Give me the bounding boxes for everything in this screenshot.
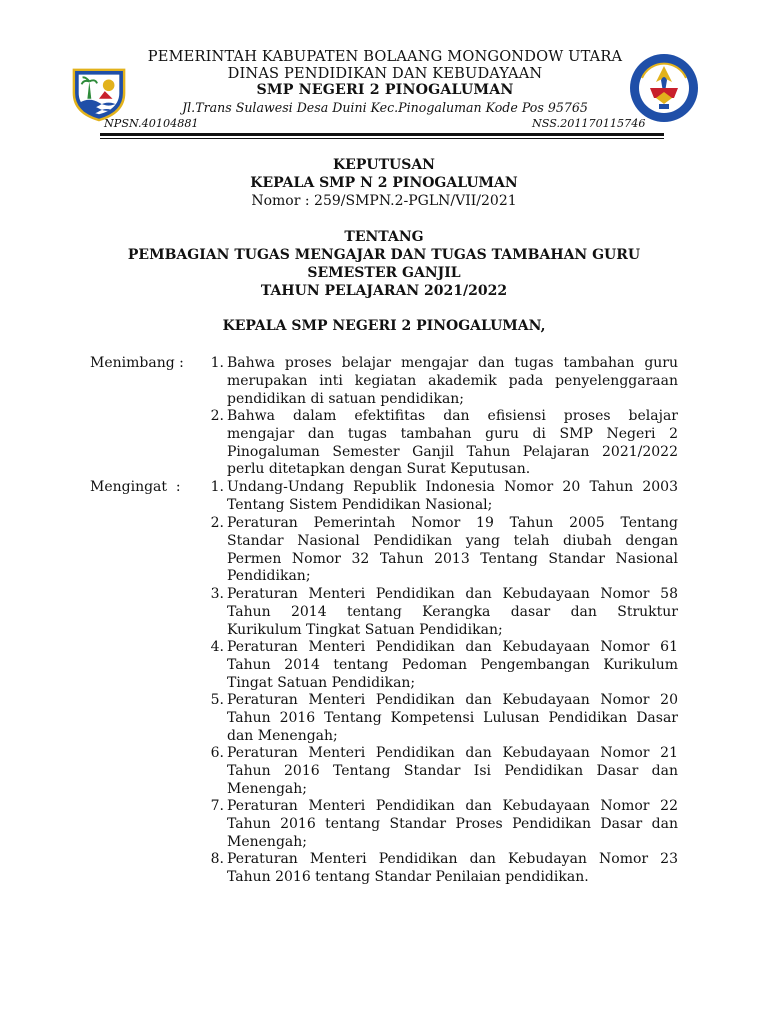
decree-issuer: KEPALA SMP N 2 PINOGALUMAN [250,175,518,191]
decree-subject-line-2: SEMESTER GANJIL [307,265,461,281]
item-text-line: mengajar dan tugas tambahan guru di SMP Negeri 2 [227,425,678,442]
item-text-line: Tahun 2016 tentang Standar Penilaian pendidikan. [227,868,589,885]
item-text-line: perlu ditetapkan dengan Surat Keputusan. [227,461,531,478]
department-name: DINAS PENDIDIKAN DAN KEBUDAYAAN [227,65,543,82]
letterhead-rule-thick [100,133,664,136]
nss-number: NSS.201170115746 [532,117,646,130]
item-text-line: Bahwa dalam efektifitas dan efisiensi proses belajar [227,408,678,424]
item-number: 4. [210,639,224,655]
item-text-line: Peraturan Menteri Pendidikan dan Kebudayan Nomor 23 [227,851,678,867]
item-number: 1. [210,355,224,371]
item-number: 2. [210,515,224,531]
item-text-line: Peraturan Menteri Pendidikan dan Kebudayaan Nomor 22 [227,798,678,814]
regency-emblem-icon [70,64,128,122]
recalling-label: Mengingat : [90,479,181,495]
item-text-line: Standar Nasional Pendidikan yang telah diubah dengan [227,532,678,549]
item-text-line: Menengah; [227,833,307,850]
item-text-line: Pinogaluman Semester Ganjil Tahun Pelajaran 2021/2022 [227,443,678,460]
item-text-line: Bahwa proses belajar mengajar dan tugas tambahan guru [227,355,678,371]
item-number: 6. [210,745,224,761]
item-text-line: Peraturan Menteri Pendidikan dan Kebudayaan Nomor 20 [227,692,678,708]
item-text-line: merupakan inti kegiatan akademik pada penyelenggaraan [227,372,678,389]
decree-authority: KEPALA SMP NEGERI 2 PINOGALUMAN, [222,318,546,334]
school-address: Jl.Trans Sulawesi Desa Duini Kec.Pinogaluman Kode Pos 95765 [182,100,588,115]
school-name: SMP NEGERI 2 PINOGALUMAN [256,82,514,98]
item-text-line: Peraturan Pemerintah Nomor 19 Tahun 2005 Tentang [227,515,678,531]
item-text-line: Peraturan Menteri Pendidikan dan Kebudayaan Nomor 21 [227,745,678,761]
item-text-line: Pendidikan; [227,568,311,585]
item-text-line: Tahun 2014 tentang Kerangka dasar dan Struktur [227,603,678,620]
item-text-line: Tahun 2014 tentang Pedoman Pengembangan Kurikulum [227,656,678,673]
government-name: PEMERINTAH KABUPATEN BOLAANG MONGONDOW UTARA [147,48,623,65]
item-text-line: Undang-Undang Republik Indonesia Nomor 20 Tahun 2003 [227,479,678,495]
item-text-line: dan Menengah; [227,727,338,744]
decree-subject-line-3: TAHUN PELAJARAN 2021/2022 [260,283,508,299]
item-text-line: Tentang Sistem Pendidikan Nasional; [227,496,493,513]
item-number: 1. [210,479,224,495]
decree-heading: KEPUTUSAN [333,157,435,173]
item-text-line: Tahun 2016 tentang Standar Proses Pendidikan Dasar dan [227,815,678,832]
decree-about: TENTANG [344,229,424,245]
item-text-line: Tingat Satuan Pendidikan; [227,674,416,691]
decree-subject-line-1: PEMBAGIAN TUGAS MENGAJAR DAN TUGAS TAMBAHAN GURU [127,247,641,263]
considering-label: Menimbang : [90,355,184,371]
letterhead-rule-thin [100,138,664,139]
item-number: 8. [210,851,224,867]
item-text-line: Permen Nomor 32 Tahun 2013 Tentang Standar Nasional [227,550,678,567]
item-text-line: pendidikan di satuan pendidikan; [227,390,465,407]
npsn-number: NPSN.40104881 [104,117,199,130]
item-number: 2. [210,408,224,424]
item-number: 5. [210,692,224,708]
item-text-line: Menengah; [227,780,307,797]
item-number: 7. [210,798,224,814]
item-text-line: Peraturan Menteri Pendidikan dan Kebudayaan Nomor 61 [227,639,678,655]
item-text-line: Tahun 2016 Tentang Standar Isi Pendidikan Dasar dan [227,762,678,779]
item-number: 3. [210,586,224,602]
item-text-line: Tahun 2016 Tentang Kompetensi Lulusan Pendidikan Dasar [227,709,678,726]
decree-number: Nomor : 259/SMPN.2-PGLN/VII/2021 [251,193,517,209]
item-text-line: Kurikulum Tingkat Satuan Pendidikan; [227,621,503,638]
item-text-line: Peraturan Menteri Pendidikan dan Kebudayaan Nomor 58 [227,586,678,602]
